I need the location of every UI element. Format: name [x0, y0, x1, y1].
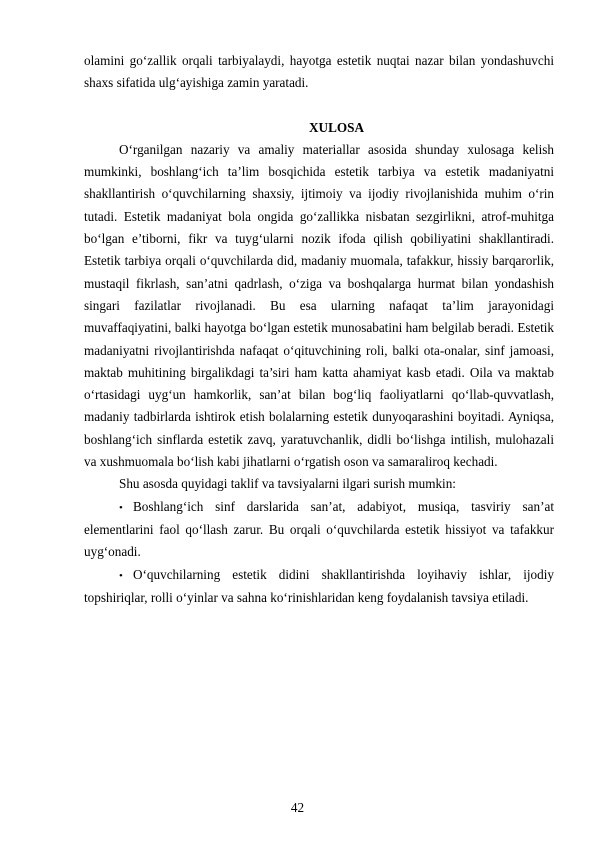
list-item: [84, 496, 554, 564]
list-item-text: Boshlang‘ich sinf darslarida san’at, adabiyot, musiqa, tasviriy san’at elementlarini faol qo‘llash zarur. Bu orqali o‘quvchilarda estetik hissiyot va tafakkur uyg‘onadi.: [84, 498, 554, 560]
bullet-icon: •: [119, 501, 123, 514]
page-content: [84, 50, 554, 609]
intro-paragraph: olamini go‘zallik orqali tarbiyalaydi, hayotga estetik nuqtai nazar bilan yondashuvchi shaxs sifatida ulg‘ayishiga zamin yaratadi.: [84, 53, 554, 91]
page-number: 42: [290, 800, 305, 815]
bullet-icon: •: [119, 569, 123, 582]
conclusion-paragraph: O‘rganilgan nazariy va amaliy materiallar asosida shunday xulosaga kelish mumkinki, boshlang‘ich ta’lim bosqichida estetik tarbiya va estetik madaniyatni shakllantirish o‘quvchilarning shaxsiy, ijtimoiy va ijodiy rivojlanishida muhim o‘rin tutadi. Estetik madaniyat bola ongida go‘zallikka nisbatan sezgirlikni, atrof-muhitga bo‘lgan e’tiborni, fikr va tuyg‘ularni nozik ifoda qilish qobiliyatini shakllantiradi. Estetik tarbiya orqali o‘quvchilarda did, madaniy muomala, tafakkur, hissiy barqarorlik, mustaqil fikrlash, san’atni qadrlash, o‘ziga va boshqalarga hurmat bilan yondashish singari fazilatlar rivojlanadi. Bu esa ularning nafaqat ta’lim jarayonidagi muvaffaqiyatini, balki hayotga bo‘lgan estetik munosabatini ham belgilab beradi. Estetik madaniyatni rivojlantirishda nafaqat o‘qituvchining roli, balki ota-onalar, sinf jamoasi, maktab muhitining birgalikdagi ta’siri ham katta ahamiyat kasb etadi. Oila va maktab o‘rtasidagi uyg‘un hamkorlik, san’at bilan bog‘liq faoliyatlarni qo‘llab-quvvatlash, madaniy tadbirlarda ishtirok etish bolalarning estetik dunyoqarashini boyitadi. Ayniqsa, boshlang‘ich sinflarda estetik zavq, yaratuvchanlik, didli bo‘lishga intilish, mulohazali va xushmuomala bo‘lish kabi jihatlarni o‘rgatish oson va samaraliroq kechadi.: [84, 141, 554, 470]
list-item: [84, 564, 554, 610]
section-heading: XULOSA: [309, 119, 364, 135]
suggestions-intro: Shu asosda quyidagi taklif va tavsiyalarni ilgari surish mumkin:: [119, 476, 456, 492]
list-item-text: O‘quvchilarning estetik didini shakllantirishda loyihaviy ishlar, ijodiy topshiriqlar, rolli o‘yinlar va sahna ko‘rinishlaridan keng foydalanish tavsiya etiladi.: [84, 566, 554, 605]
